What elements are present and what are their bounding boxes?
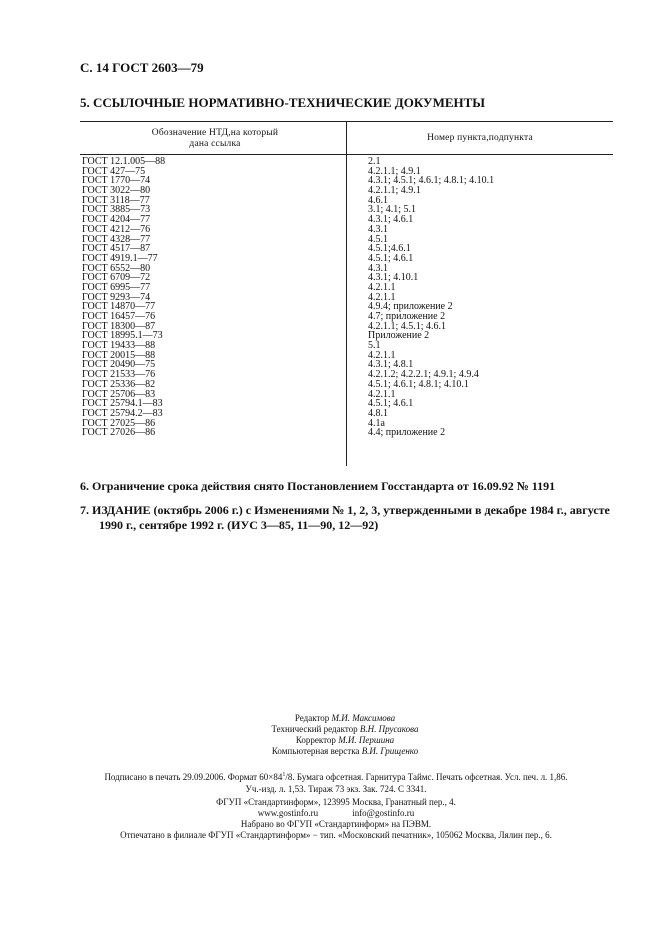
table-cell-document: ГОСТ 18300—87	[82, 320, 156, 332]
table-row	[80, 312, 613, 322]
table-cell-clause: 4.9.4; приложение 2	[368, 301, 453, 313]
table-cell-clause: 4.5.1; 4.6.1	[368, 252, 414, 264]
section-7-text	[80, 503, 615, 533]
footer-line3: Набрано во ФГУП «Стандартинформ» на ПЭВМ.	[240, 819, 432, 829]
table-cell-document: ГОСТ 3118—77	[82, 194, 150, 206]
credit-editor-label: Редактор	[294, 713, 330, 723]
table-cell-document: ГОСТ 20015—88	[82, 349, 156, 361]
credits-block	[200, 713, 490, 757]
credit-layout-name: В.И. Грищенко	[361, 746, 419, 756]
table-cell-document: ГОСТ 27026—86	[82, 427, 156, 439]
footer-email: info@gostinfo.ru	[352, 808, 415, 818]
credit-corrector	[200, 735, 490, 746]
table-cell-clause: 4.1а	[368, 417, 385, 429]
credit-corrector-label: Корректор	[295, 735, 336, 745]
imprint-line2: Уч.-изд. л. 1,53. Тираж 73 экз. Зак. 724. С 3341.	[245, 784, 427, 794]
table-cell-document: ГОСТ 16457—76	[82, 311, 156, 322]
table-cell-document: ГОСТ 25794.2—83	[82, 407, 163, 419]
table-cell-clause: 2.1	[368, 156, 381, 167]
table-cell-clause: 4.3.1; 4.5.1; 4.6.1; 4.8.1; 4.10.1	[368, 175, 495, 187]
table-cell-document: ГОСТ 12.1.005—88	[82, 156, 166, 167]
imprint-format-sub: 8	[287, 772, 293, 782]
section-7-line2: 1990 г., сентябре 1992 г. (ИУС 3—85, 11—90, 12—92)	[99, 518, 379, 532]
page-header: С. 14 ГОСТ 2603—79	[80, 60, 204, 75]
table-cell-clause: 4.8.1	[368, 407, 388, 419]
table-cell-clause: 4.2.1.1; 4.9.1	[368, 165, 421, 177]
credit-tech-editor	[200, 724, 490, 735]
table-cell-clause: 4.2.1.2; 4.2.2.1; 4.9.1; 4.9.4	[368, 369, 479, 381]
credit-editor-name: М.И. Максимова	[331, 713, 396, 723]
table-row	[80, 419, 613, 429]
table-row	[80, 215, 613, 225]
table-cell-clause: 4.2.1.1; 4.5.1; 4.6.1	[368, 320, 447, 332]
table-row	[80, 360, 613, 370]
table-cell-document: ГОСТ 6709—72	[82, 272, 151, 284]
table-cell-clause: 4.7; приложение 2	[368, 311, 446, 322]
table-cell-document: ГОСТ 4328—77	[82, 233, 151, 245]
footer-site: www.gostinfo.ru	[257, 808, 319, 818]
table-row	[80, 283, 613, 293]
table-cell-clause: 4.2.1.1	[368, 388, 396, 400]
imprint-format-slash: /	[285, 772, 288, 782]
credit-corrector-name: М.И. Першина	[338, 735, 395, 745]
table-cell-clause: 3.1; 4.1; 5.1	[368, 204, 417, 216]
table-row	[80, 186, 613, 196]
imprint-block	[56, 769, 616, 795]
table-cell-document: ГОСТ 427—75	[82, 165, 146, 177]
column-header-clause: Номер пункта,подпункта	[427, 133, 533, 143]
table-cell-clause: 4.3.1; 4.8.1	[368, 359, 414, 371]
table-cell-clause: 4.2.1.1	[368, 281, 396, 293]
table-cell-document: ГОСТ 18995.1—73	[82, 330, 163, 342]
table-cell-document: ГОСТ 3885—73	[82, 204, 151, 216]
table-cell-clause: 4.2.1.1; 4.9.1	[368, 185, 421, 197]
imprint-format-sup: 1	[282, 772, 286, 778]
table-row	[80, 254, 613, 264]
table-row	[80, 331, 613, 341]
table-row	[80, 273, 613, 283]
table-row	[80, 409, 613, 419]
table-cell-document: ГОСТ 9293—74	[82, 291, 151, 303]
footer-line1: ФГУП «Стандартинформ», 123995 Москва, Гранатный пер., 4.	[216, 797, 456, 807]
table-row	[80, 428, 613, 438]
table-cell-document: ГОСТ 25794.1—83	[82, 398, 163, 410]
imprint-line1-a: Подписано в печать 29.09.2006. Формат 60×84	[104, 772, 283, 782]
table-cell-document: ГОСТ 1770—74	[82, 175, 151, 187]
credit-tech-editor-name: В.Н. Прусакова	[359, 724, 419, 734]
credit-tech-editor-label: Технический редактор	[271, 724, 358, 734]
table-cell-clause: 4.3.1	[368, 262, 388, 274]
table-cell-clause: 5.1	[368, 340, 381, 352]
table-cell-clause: 4.3.1; 4.6.1	[368, 214, 414, 226]
table-cell-document: ГОСТ 6552—80	[82, 262, 151, 274]
section-7-line1: 7. ИЗДАНИЕ (октябрь 2006 г.) с Изменениями № 1, 2, 3, утвержденными в декабре 1984 г., августе	[80, 503, 610, 517]
table-cell-document: ГОСТ 21533—76	[82, 369, 156, 381]
table-row	[80, 196, 613, 206]
table-cell-document: ГОСТ 25706—83	[82, 388, 156, 400]
table-cell-document: ГОСТ 4517—87	[82, 243, 151, 255]
table-cell-document: ГОСТ 4919.1—77	[82, 252, 158, 264]
publisher-footer	[56, 797, 616, 841]
table-cell-clause: 4.4; приложение 2	[368, 427, 446, 439]
footer-line4: Отпечатано в филиале ФГУП «Стандартинформ» − тип. «Московский печатник», 105062 Москва, Лялин пер., 6.	[120, 830, 552, 840]
credit-layout-label: Компьютерная верстка	[271, 746, 360, 756]
table-row	[80, 302, 613, 312]
table-row	[80, 157, 613, 167]
table-cell-clause: 4.3.1	[368, 223, 388, 235]
column-header-document-line2: дана ссылка	[189, 139, 241, 149]
table-body	[80, 157, 613, 438]
table-row	[80, 264, 613, 274]
table-cell-document: ГОСТ 25336—82	[82, 378, 156, 390]
table-cell-clause: Приложение 2	[368, 330, 430, 342]
table-row	[80, 167, 613, 177]
footer-contacts	[56, 808, 616, 819]
table-cell-document: ГОСТ 6995—77	[82, 281, 151, 293]
table-row	[80, 370, 613, 380]
table-cell-clause: 4.6.1	[368, 194, 388, 206]
table-cell-document: ГОСТ 20490—75	[82, 359, 156, 371]
table-row	[80, 225, 613, 235]
credit-layout	[200, 746, 490, 757]
imprint-line1	[56, 769, 616, 783]
section-6-text: 6. Ограничение срока действия снято Постановлением Госстандарта от 16.09.92 № 1191	[80, 479, 556, 493]
table-cell-document: ГОСТ 3022—80	[82, 185, 151, 197]
table-row	[80, 293, 613, 303]
column-header-document	[120, 128, 310, 150]
table-cell-clause: 4.3.1; 4.10.1	[368, 272, 419, 284]
table-row	[80, 205, 613, 215]
column-header-document-line1: Обозначение НТД,на который	[151, 128, 279, 138]
table-cell-clause: 4.2.1.1	[368, 349, 396, 361]
imprint-line1-c: . Бумага офсетная. Гарнитура Таймс. Печать офсетная. Усл. печ. л. 1,86.	[292, 772, 568, 782]
credit-editor	[200, 713, 490, 724]
table-cell-clause: 4.5.1	[368, 233, 388, 245]
table-cell-document: ГОСТ 4204—77	[82, 214, 151, 226]
table-cell-document: ГОСТ 14870—77	[82, 301, 156, 313]
table-row	[80, 235, 613, 245]
table-row	[80, 341, 613, 351]
table-cell-clause: 4.5.1;4.6.1	[368, 243, 411, 255]
section-5-title: 5. ССЫЛОЧНЫЕ НОРМАТИВНО-ТЕХНИЧЕСКИЕ ДОКУМЕНТЫ	[80, 95, 486, 110]
table-row	[80, 351, 613, 361]
table-row	[80, 380, 613, 390]
table-cell-clause: 4.5.1; 4.6.1	[368, 398, 414, 410]
table-cell-document: ГОСТ 19433—88	[82, 340, 156, 352]
table-cell-clause: 4.2.1.1	[368, 291, 396, 303]
table-row	[80, 244, 613, 254]
table-cell-document: ГОСТ 4212—76	[82, 223, 151, 235]
table-cell-document: ГОСТ 27025—86	[82, 417, 156, 429]
table-row	[80, 176, 613, 186]
table-cell-clause: 4.5.1; 4.6.1; 4.8.1; 4.10.1	[368, 378, 469, 390]
